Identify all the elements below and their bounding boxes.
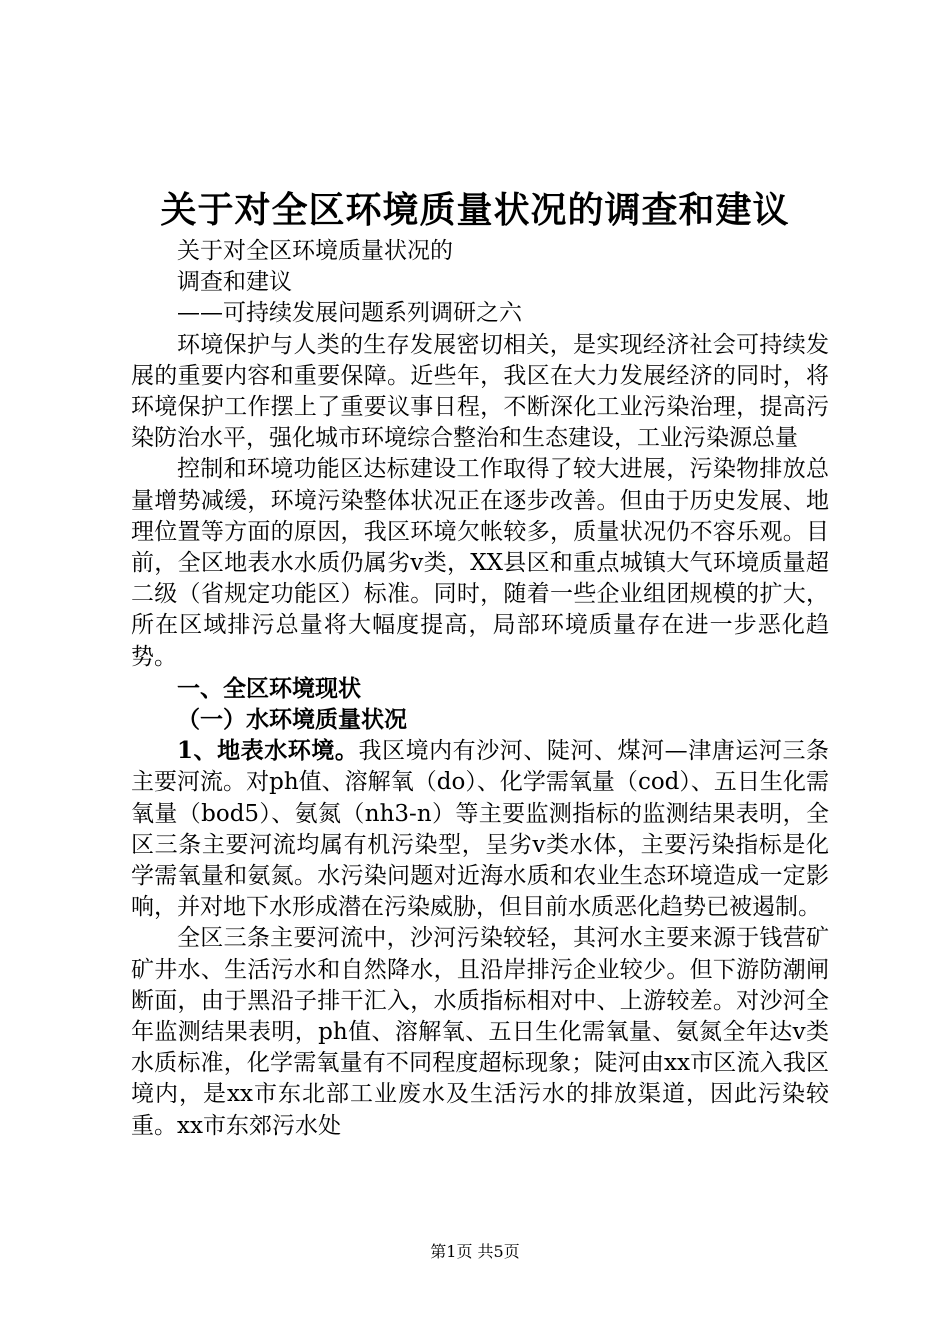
section-heading-2: （一）水环境质量状况 (177, 706, 407, 734)
paragraph-3 (131, 735, 829, 923)
subtitle-line-1: 关于对全区环境质量状况的 (177, 238, 453, 264)
paragraph-1: 环境保护与人类的生存发展密切相关，是实现经济社会可持续发展的重要内容和重要保障。近些年，我区在大力发展经济的同时，将环境保护工作摆上了重要议事日程，不断深化工业污染治理，提高污染防治水平，强化城市环境综合整治和生态建设，工业污染源总量 (131, 331, 829, 452)
paragraph-3-lead: 1、地表水环境。 (177, 737, 359, 765)
page-footer: 第1页 共5页 (430, 1242, 520, 1261)
paragraph-4: 全区三条主要河流中，沙河污染较轻，其河水主要来源于钱营矿矿井水、生活污水和自然降水，且沿岸排污企业较少。但下游防潮闸断面，由于黑沿子排干汇入，水质指标相对中、上游较差。对沙河全年监测结果表明，ph值、溶解氧、五日生化需氧量、氨氮全年达v类水质标准，化学需氧量有不同程度超标现象；陡河由xx市区流入我区境内，是xx市东北部工业废水及生活污水的排放渠道，因此污染较重。xx市东郊污水处 (131, 925, 829, 1139)
paragraph-2: 控制和环境功能区达标建设工作取得了较大进展，污染物排放总量增势减缓，环境污染整体状况正在逐步改善。但由于历史发展、地理位置等方面的原因，我区环境欠帐较多，质量状况仍不容乐观。目前，全区地表水水质仍属劣v类，XX县区和重点城镇大气环境质量超二级（省规定功能区）标准。同时，随着一些企业组团规模的扩大，所在区域排污总量将大幅度提高，局部环境质量存在进一步恶化趋势。 (131, 456, 829, 670)
subtitle-line-2: 调查和建议 (177, 269, 292, 296)
series-line: ——可持续发展问题系列调研之六 (177, 300, 522, 327)
paragraph-3-body: 我区境内有沙河、陡河、煤河—津唐运河三条主要河流。对ph值、溶解氧（do）、化学需氧量（cod）、五日生化需氧量（bod5）、氨氮（nh3-n）等主要监测指标的监测结果表明，全区三条主要河流均属有机污染型，呈劣v类水体，主要污染指标是化学需氧量和氨氮。水污染问题对近海水质和农业生态环境造成一定影响，并对地下水形成潜在污染威胁，但目前水质恶化趋势已被遏制。 (131, 738, 829, 921)
document-title: 关于对全区环境质量状况的调查和建议 (160, 189, 790, 231)
document-body (131, 236, 829, 1142)
section-heading-1: 一、全区环境现状 (177, 674, 361, 702)
